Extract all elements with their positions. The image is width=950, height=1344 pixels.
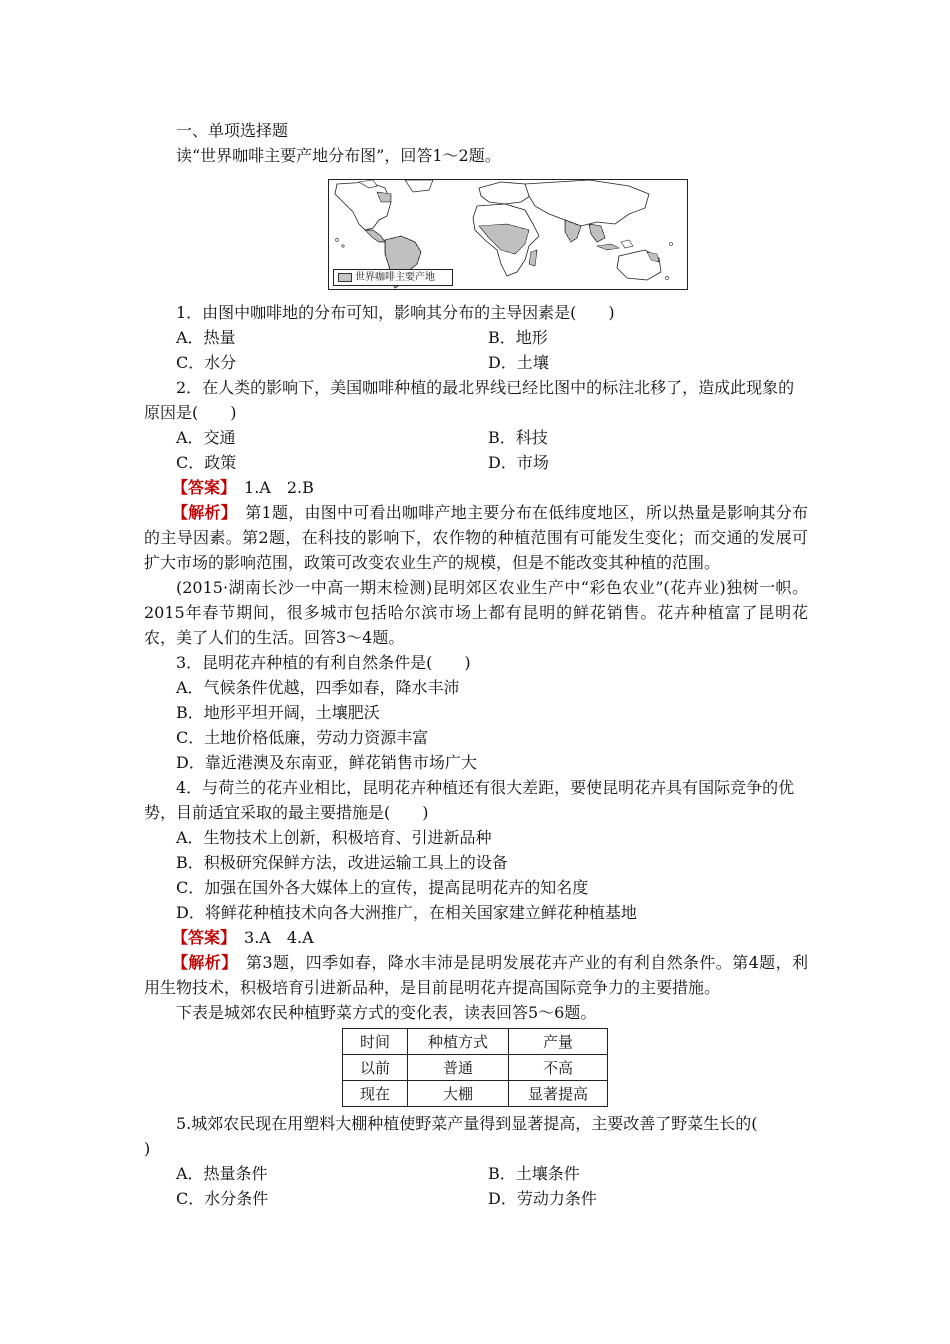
table-header: 种植方式 [408,1029,509,1055]
q5-option-a: A．热量条件 [176,1164,268,1183]
table-cell: 大棚 [408,1081,509,1107]
table-header: 时间 [343,1029,408,1055]
q5-option-c: C．水分条件 [176,1189,269,1208]
central-america-coffee [365,230,385,242]
q2-option-d: D．市场 [488,453,549,472]
q4-stem-line1: 4．与荷兰的花卉业相比，昆明花卉种植还有很大差距，要使昆明花卉具有国际竞争的优 [176,778,795,797]
q1-stem: 1．由图中咖啡地的分布可知，影响其分布的主导因素是( ) [176,303,615,322]
q1-option-b: B．地形 [488,328,548,347]
q3-option-c: C．土地价格低廉，劳动力资源丰富 [176,728,429,747]
q2-option-c: C．政策 [176,453,237,472]
q5-stem-line1: 5.城郊农民现在用塑料大棚种植使野菜产量得到显著提高，主要改善了野菜生长的( [176,1114,758,1133]
q5-option-d: D．劳动力条件 [488,1189,597,1208]
section-title: 一、单项选择题 [176,121,289,140]
q3-option-a: A．气候条件优越，四季如春，降水丰沛 [176,678,460,697]
table-row [343,1055,608,1081]
answer-text: 3.A 4.A [228,928,314,947]
q4-option-d: D．将鲜花种植技术向各大洲推广，在相关国家建立鲜花种植基地 [176,903,637,922]
q2-stem-line1: 2．在人类的影响下，美国咖啡种植的最北界线已经比图中的标注北移了，造成此现象的 [176,378,795,397]
answer-tag: 【答案】 [172,478,229,497]
q2-option-b: B．科技 [488,428,548,447]
legend-swatch [338,273,352,282]
q2-stem-line2: 原因是( ) [144,403,237,422]
planting-table [342,1028,608,1107]
answer-text: 1.A 2.B [228,478,314,497]
table-row [343,1081,608,1107]
q3-option-b: B．地形平坦开阔，土壤肥沃 [176,703,380,722]
answer-2 [172,925,314,950]
intro-1: 读“世界咖啡主要产地分布图”，回答1～2题。 [176,146,501,165]
intro-2: (2015·湖南长沙一中高一期末检测)昆明郊区农业生产中“彩色农业”(花卉业)独树一帜。2015年春节期间，很多城市包括哈尔滨市场上都有昆明的鲜花销售。花卉种植富了昆明花农，美了人们的生活。回答3～4题。 [144,578,808,647]
table-cell: 现在 [343,1081,408,1107]
q5-option-b: B．土壤条件 [488,1164,580,1183]
q5-stem-line2: ) [144,1139,151,1158]
q4-stem-line2: 势，目前适宜采取的最主要措施是( ) [144,803,429,822]
q3-option-d: D．靠近港澳及东南亚，鲜花销售市场广大 [176,753,477,772]
q4-option-c: C．加强在国外各大媒体上的宣传，提高昆明花卉的知名度 [176,878,589,897]
q3-stem: 3．昆明花卉种植的有利自然条件是( ) [176,653,471,672]
q1-option-d: D．土壤 [488,353,549,372]
table-cell: 不高 [509,1055,608,1081]
explanation-text: 第1题，由图中可看出咖啡产地主要分布在低纬度地区，所以热量是影响其分布的主导因素。第2题，在科技的影响下，农作物的种植范围有可能发生变化；而交通的发展可扩大市场的影响范围，政策可改变农业生产的规模，但是不能改变其种植的范围。 [144,503,808,572]
answer-1 [172,475,314,500]
table-header-row [343,1029,608,1055]
q4-option-a: A．生物技术上创新，积极培育、引进新品种 [176,828,492,847]
explanation-text: 第3题，四季如春，降水丰沛是昆明发展花卉产业的有利自然条件。第4题，利用生物技术，积极培育引进新品种，是目前昆明花卉提高国际竞争力的主要措施。 [144,953,808,997]
coffee-map [328,179,688,290]
north-america-shape [335,182,391,230]
explanation-tag: 【解析】 [172,953,230,972]
explanation-1 [144,500,808,575]
table-cell: 普通 [408,1055,509,1081]
q1-option-c: C．水分 [176,353,237,372]
intro-3: 下表是城郊农民种植野菜方式的变化表，读表回答5～6题。 [176,1003,597,1022]
table-cell: 显著提高 [509,1081,608,1107]
map-legend [333,269,453,286]
q4-option-b: B．积极研究保鲜方法，改进运输工具上的设备 [176,853,508,872]
table-header: 产量 [509,1029,608,1055]
answer-tag: 【答案】 [172,928,229,947]
q1-option-a: A．热量 [176,328,236,347]
explanation-tag: 【解析】 [172,503,230,522]
q2-option-a: A．交通 [176,428,236,447]
legend-label: 世界咖啡主要产地 [355,272,435,283]
explanation-2 [144,950,808,1000]
table-cell: 以前 [343,1055,408,1081]
